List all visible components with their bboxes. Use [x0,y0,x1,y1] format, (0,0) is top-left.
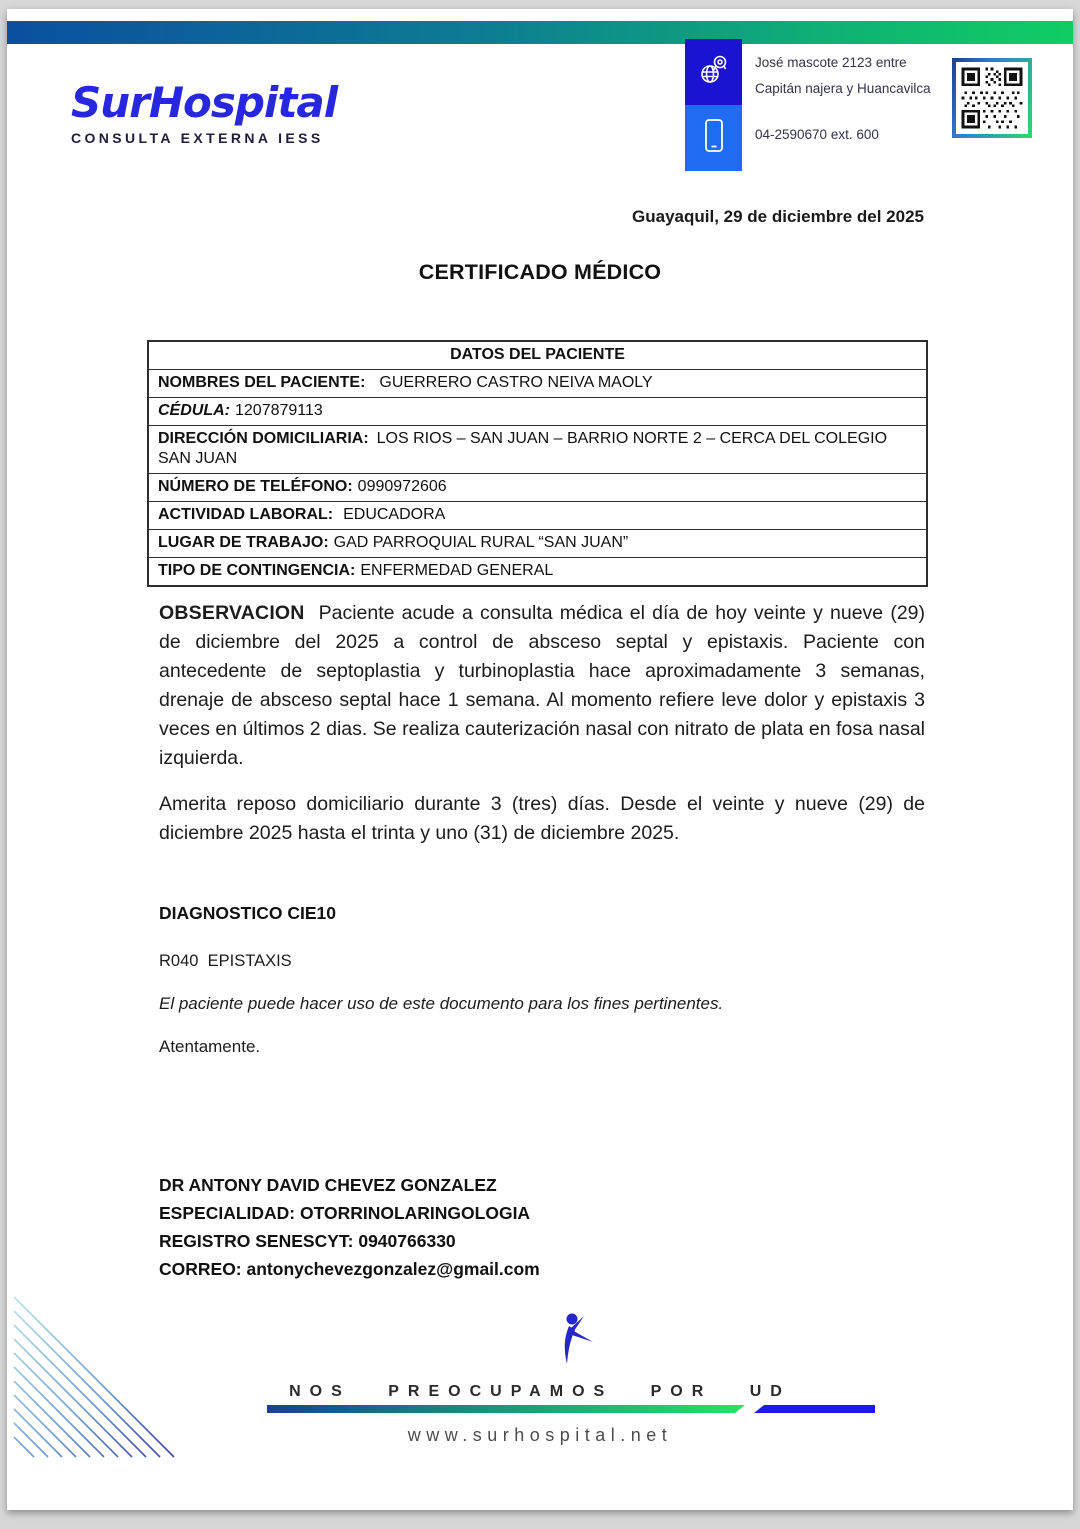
row-value: GUERRERO CASTRO NEIVA MAOLY [379,374,653,391]
table-row [149,397,926,425]
rest-paragraph: Amerita reposo domiciliario durante 3 (tres) días. Desde el veinte y nueve (29) de diciembre 2025 hasta el trinta y uno (31) de diciembre 2025. [159,793,925,844]
location-tile [685,39,742,105]
date-line: Guayaquil, 29 de diciembre del 2025 [632,207,924,226]
closing-text: Atentamente. [159,1037,261,1056]
address-line-2: Capitán najera y Huancavilca [755,81,931,96]
row-label: ACTIVIDAD LABORAL: [158,506,334,523]
row-label: CÉDULA: [158,402,230,419]
phone-number: 04-2590670 ext. 600 [755,127,879,142]
observation-text: Paciente acude a consulta médica el día de hoy veinte y nueve (29) de diciembre del 2025 a control de absceso septal y epistaxis. Paciente con antecedente de septoplastia y turbinoplastia hace aproximadamente 3 semanas, drenaje de absceso septal hace 1 semana. Al momento refiere leve dolor y epistaxis 3 veces en últimos 2 dias. Se realiza cauterización nasal con nitrato de plata en fosa nasal izquierda. [159,602,925,769]
footer-bar-gradient-segment [267,1405,745,1413]
table-row [149,501,926,529]
row-value: LOS RIOS – SAN JUAN – BARRIO NORTE 2 – CERCA DEL COLEGIO SAN JUAN [158,430,888,467]
doctor-registry: REGISTRO SENESCYT: 0940766330 [159,1231,456,1251]
patient-table [147,340,928,587]
table-row [149,473,926,501]
row-label: TIPO DE CONTINGENCIA: [158,562,356,579]
row-label: NÚMERO DE TELÉFONO: [158,478,353,495]
brand-logo [71,79,337,146]
observation-paragraph [159,599,925,773]
row-label: LUGAR DE TRABAJO: [158,534,329,551]
diagnosis-heading: DIAGNOSTICO CIE10 [159,903,336,923]
address-line-1: José mascote 2123 entre [755,55,907,70]
doctor-email: CORREO: antonychevezgonzalez@gmail.com [159,1259,540,1279]
logo-title: SurHospital [71,78,338,127]
row-value: 1207879113 [235,402,323,419]
doctor-name: DR ANTONY DAVID CHEVEZ GONZALEZ [159,1175,497,1195]
footer-bar-blue-segment [754,1405,875,1413]
doctor-specialty: ESPECIALIDAD: OTORRINOLARINGOLOGIA [159,1203,531,1223]
row-value: EDUCADORA [343,506,446,523]
leaping-person-icon [547,1312,599,1374]
diagonal-lines-decoration [12,1295,184,1461]
row-label: NOMBRES DEL PACIENTE: [158,374,366,391]
table-header: DATOS DEL PACIENTE [450,346,625,363]
logo-subtitle: CONSULTA EXTERNA IESS [71,130,324,146]
smartphone-icon [699,117,729,160]
row-label: DIRECCIÓN DOMICILIARIA: [158,430,369,447]
footer-slogan: NOS PREOCUPAMOS POR UD [289,1383,791,1400]
globe-location-icon [697,53,731,92]
website-url: www.surhospital.net [407,1425,673,1445]
table-row [149,369,926,397]
table-row [149,425,926,473]
table-row [149,557,926,585]
row-value: 0990972606 [357,478,447,495]
qr-code-pattern [956,62,1028,134]
qr-code [952,58,1032,138]
table-row [149,529,926,557]
phone-tile [685,105,742,171]
usage-note: El paciente puede hacer uso de este documento para los fines pertinentes. [159,994,724,1013]
row-value: GAD PARROQUIAL RURAL “SAN JUAN” [333,534,629,551]
row-value: ENFERMEDAD GENERAL [360,562,554,579]
document-title: CERTIFICADO MÉDICO [418,260,662,284]
certificate-page [7,9,1073,1510]
diagnosis-code: R040 EPISTAXIS [159,952,292,970]
doctor-block [159,1171,540,1283]
top-gradient-bar [7,21,1073,44]
observation-label: OBSERVACION [159,602,305,624]
